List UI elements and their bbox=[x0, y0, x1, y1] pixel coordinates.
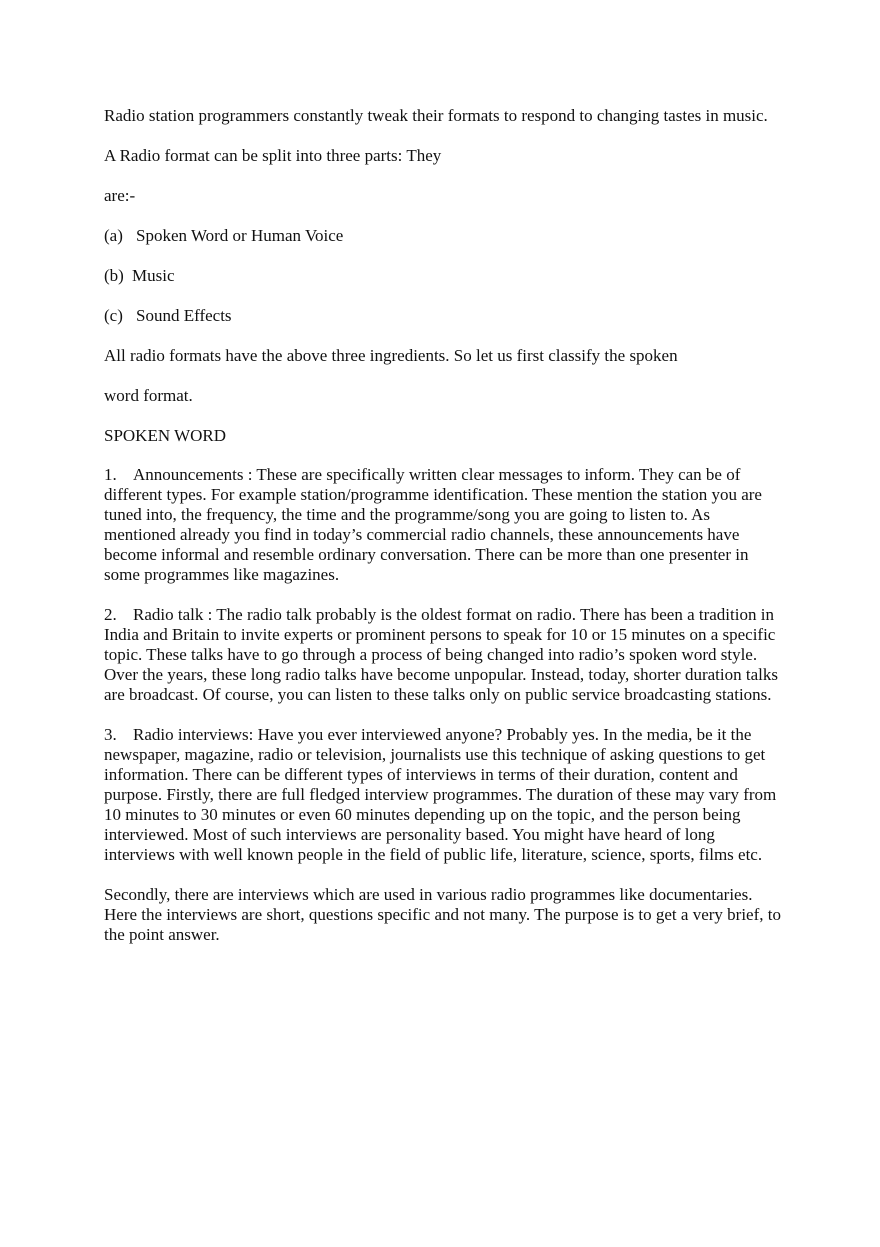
item-number: 1. bbox=[104, 465, 117, 484]
part-text: Music bbox=[132, 266, 175, 285]
classify-line-2: word format. bbox=[104, 386, 193, 405]
item-text: Announcements : These are specifically written clear messages to inform. They can be of different types. For example station/programme identification. These mention the station you are tuned into, the frequency, the time and the programme/song you are going to listen to. As mentioned already you find in today’s commercial radio channels, these announcements have become informal and resemble ordinary conversation. There can be more than one presenter in some programmes like magazines. bbox=[104, 465, 762, 584]
part-text: Sound Effects bbox=[136, 306, 232, 325]
numbered-item-announcements bbox=[104, 465, 784, 585]
format-sentence: A Radio format can be split into three parts: They bbox=[104, 146, 442, 165]
document-body bbox=[104, 106, 784, 945]
closing-paragraph: Secondly, there are interviews which are used in various radio programmes like documentaries. Here the interviews are short, questions specific and not many. The purpose is to get a very brief, to the point answer. bbox=[104, 885, 781, 944]
numbered-item-radio-interviews bbox=[104, 725, 784, 865]
part-label: (b) bbox=[104, 266, 124, 285]
part-item-sound-effects bbox=[104, 306, 784, 326]
item-number: 3. bbox=[104, 725, 117, 744]
part-item-spoken-word bbox=[104, 226, 784, 246]
item-text: Radio talk : The radio talk probably is the oldest format on radio. There has been a tradition in India and Britain to invite experts or prominent persons to speak for 10 or 15 minutes on a specific topic. These talks have to go through a process of being changed into radio’s spoken word style. Over the years, these long radio talks have become unpopular. Instead, today, shorter duration talks are broadcast. Of course, you can listen to these talks only on public service broadcasting stations. bbox=[104, 605, 778, 704]
section-heading: SPOKEN WORD bbox=[104, 426, 227, 445]
classify-line-1: All radio formats have the above three ingredients. So let us first classify the spoken bbox=[104, 346, 678, 365]
part-item-music bbox=[104, 266, 784, 286]
item-number: 2. bbox=[104, 605, 117, 624]
part-text: Spoken Word or Human Voice bbox=[136, 226, 344, 245]
numbered-item-radio-talk bbox=[104, 605, 784, 705]
format-sentence-continuation: are:- bbox=[104, 186, 136, 205]
item-text: Radio interviews: Have you ever interviewed anyone? Probably yes. In the media, be it the newspaper, magazine, radio or television, journalists use this technique of asking questions to get information. There can be different types of interviews in terms of their duration, content and purpose. Firstly, there are full fledged interview programmes. The duration of these may vary from 10 minutes to 30 minutes or even 60 minutes depending up on the topic, and the person being interviewed. Most of such interviews are personality based. You might have heard of long interviews with well known people in the field of public life, literature, science, sports, films etc. bbox=[104, 725, 777, 864]
part-label: (c) bbox=[104, 306, 123, 325]
intro-paragraph: Radio station programmers constantly tweak their formats to respond to changing tastes in music. bbox=[104, 106, 768, 125]
part-label: (a) bbox=[104, 226, 123, 245]
